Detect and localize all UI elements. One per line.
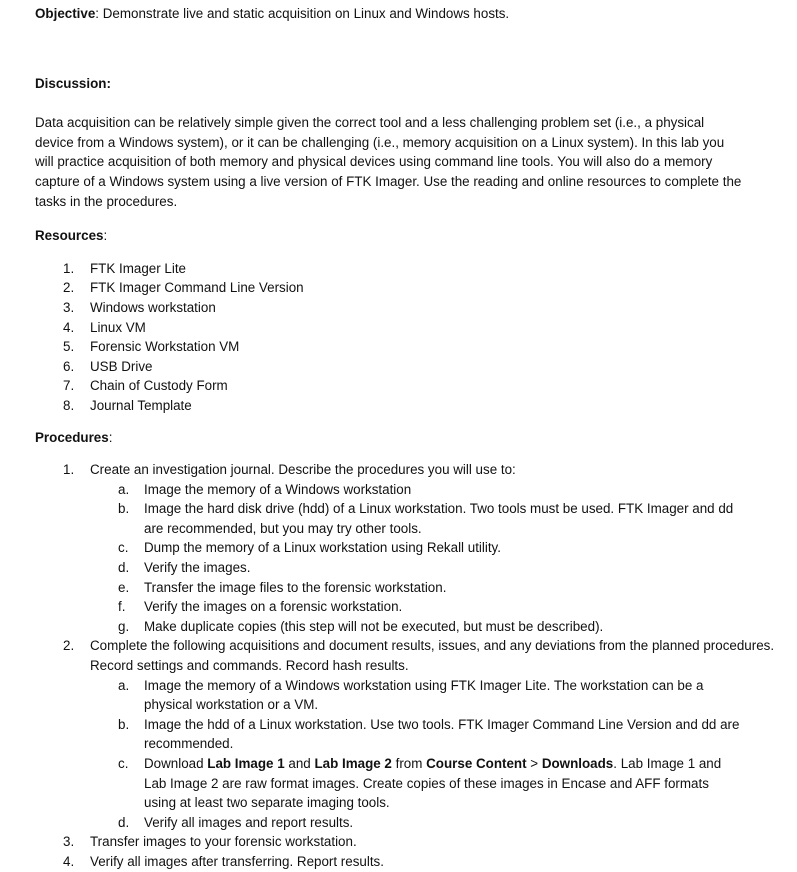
objective-label: Objective <box>35 6 96 21</box>
list-item-text: USB Drive <box>90 358 153 374</box>
list-number: 6. <box>63 358 75 374</box>
list-item-text: Forensic Workstation VM <box>90 339 240 355</box>
path-separator: > <box>526 756 542 771</box>
sub-step <box>90 480 775 500</box>
list-item <box>35 357 775 377</box>
sub-step <box>90 499 775 538</box>
resources-label: Resources <box>35 228 104 244</box>
document-page <box>35 4 775 872</box>
procedure-number: 4. <box>63 853 75 869</box>
list-item <box>35 259 775 279</box>
sub-step <box>90 597 775 617</box>
download-text: Download <box>144 756 208 771</box>
list-item <box>35 396 775 416</box>
lab-image-1-name: Lab Image 1 <box>207 756 285 771</box>
sub-step <box>90 754 775 813</box>
procedure-number: 2. <box>63 638 75 654</box>
procedure-item <box>35 852 775 872</box>
procedure-number: 3. <box>63 834 75 850</box>
sub-step-text: Image the memory of a Windows workstation using FTK Imager Lite. The workstation can be a physical workstation or a VM. <box>144 677 704 713</box>
procedures-colon: : <box>108 429 113 445</box>
list-item <box>35 376 775 396</box>
list-item-text: FTK Imager Lite <box>90 260 186 276</box>
resources-list <box>35 259 775 416</box>
procedure-item <box>35 460 775 636</box>
sub-step-text: Make duplicate copies (this step will not be executed, but must be described). <box>144 618 604 634</box>
sub-step-text: Verify the images. <box>144 560 251 576</box>
list-item-text: Windows workstation <box>90 299 216 315</box>
procedure-item <box>35 832 775 852</box>
sub-step <box>90 676 775 715</box>
sub-step-letter: d. <box>118 814 130 830</box>
sub-step-letter: a. <box>118 677 130 693</box>
sub-step <box>90 558 775 578</box>
list-number: 2. <box>63 280 75 296</box>
sub-step-text: Image the hdd of a Linux workstation. Use two tools. FTK Imager Command Line Version and dd are recommended. <box>144 716 740 752</box>
sub-step <box>90 578 775 598</box>
procedures-label: Procedures <box>35 429 109 445</box>
list-item-text: Journal Template <box>90 397 192 413</box>
list-item <box>35 337 775 357</box>
list-number: 1. <box>63 260 75 276</box>
sub-step-letter: a. <box>118 481 130 497</box>
resources-colon: : <box>103 228 108 244</box>
downloads-name: Downloads <box>541 756 614 771</box>
course-content-name: Course Content <box>426 756 527 771</box>
sub-step-letter: b. <box>118 716 130 732</box>
list-number: 7. <box>63 378 75 394</box>
list-number: 3. <box>63 299 75 315</box>
list-item-text: FTK Imager Command Line Version <box>90 280 304 296</box>
sub-step-text: Verify the images on a forensic workstation. <box>144 599 403 615</box>
list-number: 8. <box>63 397 75 413</box>
from-text: from <box>391 756 427 771</box>
sub-step-list <box>90 676 775 833</box>
procedure-text: Complete the following acquisitions and document results, issues, and any deviations from the planned procedures. Record settings and commands. Record hash results. <box>90 638 775 674</box>
list-item <box>35 278 775 298</box>
sub-step-text: Verify all images and report results. <box>144 814 354 830</box>
sub-step-letter: c. <box>118 540 129 556</box>
raw-format-text: . Lab Image 1 and Lab Image 2 are raw format images. Create copies of these images in Encase and AFF formats using at least two separate imaging tools. <box>144 756 722 811</box>
procedure-text: Transfer images to your forensic workstation. <box>90 834 357 850</box>
objective-colon: : <box>95 6 100 21</box>
sub-step <box>90 538 775 558</box>
sub-step-list <box>90 480 775 637</box>
list-item <box>35 298 775 318</box>
discussion-body: Data acquisition can be relatively simple given the correct tool and a less challenging problem set (i.e., a physical device from a Windows system), or it can be challenging (i.e., memory acquisition on a Linux system). In this lab you will practice acquisition of both memory and physical devices using command line tools. You will also do a memory capture of a Windows system using a live version of FTK Imager. Use the reading and online resources to complete the tasks in the procedures. <box>35 115 742 209</box>
sub-step-text: Image the hard disk drive (hdd) of a Linux workstation. Two tools must be used. FTK Imager and dd are recommended, but you may try other tools. <box>144 501 734 536</box>
list-number: 4. <box>63 319 75 335</box>
discussion-heading: Discussion: <box>35 75 111 91</box>
sub-step <box>90 617 775 637</box>
sub-step-text <box>144 754 740 813</box>
sub-step-text: Dump the memory of a Linux workstation using Rekall utility. <box>144 540 501 556</box>
procedures-heading <box>35 428 775 448</box>
sub-step-text: Image the memory of a Windows workstation <box>144 481 412 497</box>
procedure-item <box>35 636 775 832</box>
list-item-text: Linux VM <box>90 319 146 335</box>
resources-heading <box>35 226 775 246</box>
sub-step-text: Transfer the image files to the forensic workstation. <box>144 579 447 595</box>
sub-step-letter: e. <box>118 579 130 595</box>
sub-step-letter: b. <box>118 501 130 517</box>
list-item <box>35 318 775 338</box>
objective-text: Demonstrate live and static acquisition on Linux and Windows hosts. <box>99 6 510 21</box>
procedure-text: Verify all images after transferring. Report results. <box>90 853 384 869</box>
sub-step <box>90 715 775 754</box>
and-text: and <box>284 756 315 771</box>
procedures-list <box>35 460 775 871</box>
sub-step-letter: g. <box>118 618 130 634</box>
lab-image-2-name: Lab Image 2 <box>314 756 392 771</box>
list-item-text: Chain of Custody Form <box>90 378 228 394</box>
objective-line <box>35 4 775 24</box>
sub-step-letter: c. <box>118 756 129 771</box>
sub-step <box>90 813 775 833</box>
sub-step-letter: d. <box>118 560 130 576</box>
procedure-text: Create an investigation journal. Describe the procedures you will use to: <box>90 462 516 478</box>
list-number: 5. <box>63 339 75 355</box>
procedure-number: 1. <box>63 462 75 478</box>
sub-step-letter: f. <box>118 599 126 615</box>
